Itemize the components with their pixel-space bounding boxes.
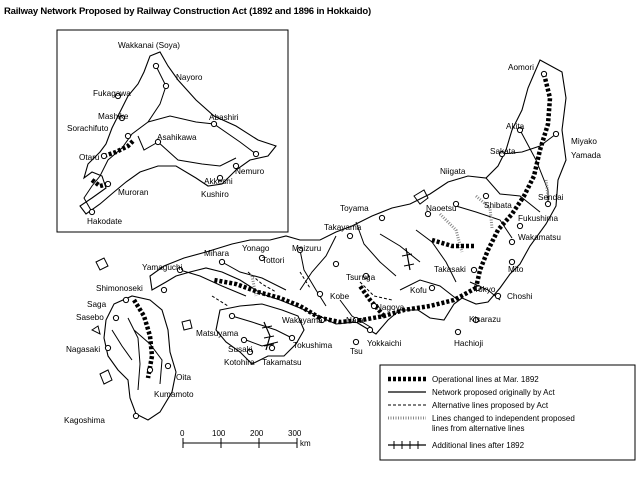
place-yonago: Yonago [242, 244, 270, 253]
scale-unit: km [300, 439, 311, 448]
place-kobe: Kobe [330, 292, 350, 301]
place-nemuro: Nemuro [235, 167, 265, 176]
scale-tick-100: 100 [212, 429, 226, 438]
legend-operational: Operational lines at Mar. 1892 [432, 375, 539, 384]
place-nayoro: Nayoro [176, 73, 203, 82]
place-miyako: Miyako [571, 137, 597, 146]
place-shimonoseki: Shimonoseki [96, 284, 143, 293]
scale-bar [180, 429, 311, 448]
place-mihara: Mihara [204, 249, 230, 258]
place-fukushima: Fukushima [518, 214, 559, 223]
place-nara: Nara [346, 316, 364, 325]
place-mito: Mito [508, 265, 524, 274]
legend-alternative: Alternative lines proposed by Act [432, 401, 549, 410]
changed-lines [252, 180, 548, 296]
place-kagoshima: Kagoshima [64, 416, 105, 425]
place-yamada: Yamada [571, 151, 601, 160]
scale-tick-300: 300 [288, 429, 302, 438]
place-takamatsu: Takamatsu [262, 358, 302, 367]
place-wakkanai: Wakkanai (Soya) [118, 41, 181, 50]
legend-changed-line1: Lines changed to independent proposed [432, 414, 575, 423]
place-sorachifuto: Sorachifuto [67, 124, 109, 133]
place-maizuru: Maizuru [292, 244, 322, 253]
legend-changed-line2: lines from alternative lines [432, 424, 525, 433]
place-sendai: Sendai [538, 193, 564, 202]
place-sasebo: Sasebo [76, 313, 104, 322]
place-mashike: Mashike [98, 112, 129, 121]
place-aomori: Aomori [508, 63, 534, 72]
place-kumamoto: Kumamoto [154, 390, 194, 399]
place-sakata: Sakata [490, 147, 516, 156]
place-fukagawa: Fukagawa [93, 89, 131, 98]
legend [380, 365, 635, 460]
place-tottori: Tottori [262, 256, 285, 265]
place-kotohira: Kotohira [224, 358, 255, 367]
hokkaido-operational-line [104, 140, 134, 156]
place-yamaguchi: Yamaguchi [142, 263, 183, 272]
place-takasaki: Takasaki [434, 265, 466, 274]
place-tsuruga: Tsuruga [346, 273, 376, 282]
place-saga: Saga [87, 300, 107, 309]
place-kofu: Kofu [410, 286, 427, 295]
place-susaki: Susaki [228, 345, 253, 354]
scale-tick-0: 0 [180, 429, 185, 438]
place-hakodate: Hakodate [87, 217, 123, 226]
place-tsu: Tsu [350, 347, 363, 356]
place-akita: Akita [506, 122, 525, 131]
scale-tick-200: 200 [250, 429, 264, 438]
place-hachioji: Hachioji [454, 339, 484, 348]
place-abashiri: Abashiri [209, 113, 239, 122]
place-akkeshi: Akkeshi [204, 177, 233, 186]
place-nagasaki: Nagasaki [66, 345, 101, 354]
legend-additional: Additional lines after 1892 [432, 441, 525, 450]
place-wakamatsu: Wakamatsu [518, 233, 561, 242]
place-takayama: Takayama [324, 223, 362, 232]
place-wakayama: Wakayama [282, 316, 323, 325]
place-naoetsu: Naoetsu [426, 204, 457, 213]
place-tokyo: Tokyo [474, 285, 496, 294]
legend-proposed: Network proposed originally by Act [432, 388, 555, 397]
place-oita: Oita [176, 373, 192, 382]
place-asahikawa: Asahikawa [157, 133, 197, 142]
place-choshi: Choshi [507, 292, 533, 301]
place-muroran: Muroran [118, 188, 149, 197]
place-nagoya: Nagoya [376, 303, 405, 312]
place-yokkaichi: Yokkaichi [367, 339, 402, 348]
place-shibata: Shibata [484, 201, 512, 210]
place-matsuyama: Matsuyama [196, 329, 239, 338]
place-niigata: Niigata [440, 167, 466, 176]
inset-labels [67, 41, 265, 226]
place-kushiro: Kushiro [201, 190, 229, 199]
place-kisarazu: Kisarazu [469, 315, 501, 324]
place-tokushima: Tokushima [293, 341, 333, 350]
map-title: Railway Network Proposed by Railway Construction Act (1892 and 1896 in Hokkaido) [4, 6, 371, 17]
place-otaru: Otaru [79, 153, 100, 162]
place-toyama: Toyama [340, 204, 369, 213]
